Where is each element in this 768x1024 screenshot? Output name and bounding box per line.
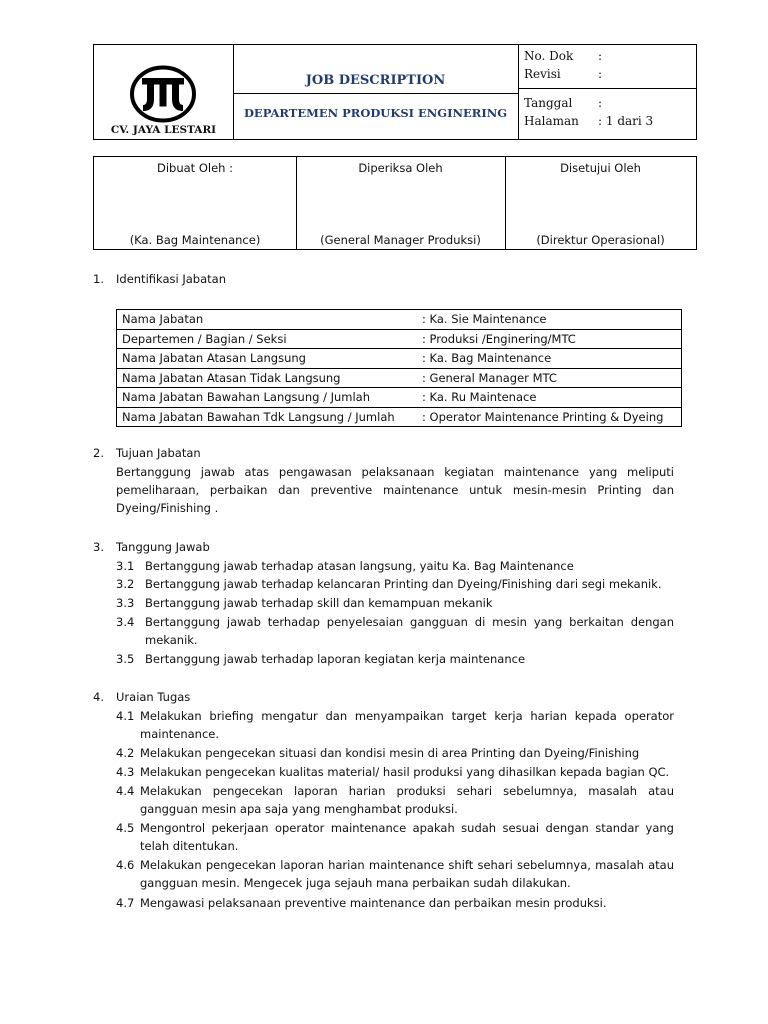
item-text: Bertanggung jawab terhadap atasan langsung, yaitu Ka. Bag Maintenance — [145, 559, 574, 573]
section-number: 1. — [93, 272, 104, 286]
document-header — [93, 44, 697, 140]
section-title: Uraian Tugas — [116, 690, 191, 704]
row-key: Nama Jabatan Atasan Langsung — [117, 349, 418, 369]
title-cell — [233, 45, 519, 139]
department-name: DEPARTEMEN PRODUKSI ENGINERING — [243, 106, 508, 120]
row-value: : Ka. Ru Maintenace — [417, 388, 682, 408]
info-label: Halaman — [524, 114, 579, 128]
row-value: : Produksi /Enginering/MTC — [417, 329, 682, 349]
item-number: 3.3 — [116, 596, 135, 610]
list-item — [116, 894, 674, 912]
item-text: Melakukan pengecekan laporan harian produksi sehari sebelumnya, masalah atau gangguan mesin apa saja yang menghambat produksi. — [140, 784, 674, 816]
info-separator: : — [598, 96, 603, 110]
company-name: CV. JAYA LESTARI — [110, 124, 217, 136]
row-value: : Ka. Sie Maintenance — [417, 310, 682, 330]
section-title: Identifikasi Jabatan — [116, 272, 226, 286]
row-value: : General Manager MTC — [417, 368, 682, 388]
info-value: 1 dari 3 — [605, 114, 654, 128]
approval-approved-by — [505, 157, 696, 249]
list-item — [116, 557, 674, 575]
info-separator: : — [598, 114, 603, 128]
table-row — [117, 388, 682, 408]
jaya-lestari-logo-icon — [129, 65, 197, 123]
item-number: 4.3 — [116, 765, 135, 779]
section-number: 2. — [93, 446, 104, 460]
item-text: Melakukan pengecekan laporan harian maintenance shift sehari sebelumnya, masalah atau gangguan mesin. Mengecek juga sejauh mana perbaikan sudah dilakukan. — [140, 858, 674, 890]
row-value: : Ka. Bag Maintenance — [417, 349, 682, 369]
item-number: 3.4 — [116, 615, 135, 629]
item-text: Bertanggung jawab terhadap laporan kegiatan kerja maintenance — [145, 652, 526, 666]
identification-table — [116, 309, 682, 427]
list-item — [116, 594, 674, 612]
approval-checked-by — [296, 157, 506, 249]
item-text: Bertanggung jawab terhadap skill dan kemampuan mekanik — [145, 596, 493, 610]
row-key: Nama Jabatan Bawahan Tdk Langsung / Jumlah — [117, 407, 418, 427]
item-text: Mengawasi pelaksanaan preventive maintenance dan perbaikan mesin produksi. — [140, 896, 607, 910]
row-value: : Operator Maintenance Printing & Dyeing — [417, 407, 682, 427]
tujuan-jabatan-text: Bertanggung jawab atas pengawasan pelaksanaan kegiatan maintenance yang meliputi pemeliharaan, perbaikan dan preventive maintenance untuk mesin-mesin Printing dan Dyeing/Finishing . — [116, 465, 674, 515]
approval-heading: Disetujui Oleh — [560, 161, 641, 175]
item-text: Melakukan pengecekan kualitas material/ hasil produksi yang dihasilkan kepada bagian QC. — [140, 765, 670, 779]
list-item — [116, 782, 674, 818]
item-number: 3.2 — [116, 577, 135, 591]
list-item — [116, 613, 674, 649]
section-number: 3. — [93, 540, 104, 554]
document-info-cell — [518, 45, 696, 139]
section-title: Tanggung Jawab — [116, 540, 210, 554]
row-key: Nama Jabatan Bawahan Langsung / Jumlah — [117, 388, 418, 408]
table-row — [117, 329, 682, 349]
item-number: 3.5 — [116, 652, 135, 666]
approval-heading: Dibuat Oleh : — [157, 161, 233, 175]
item-text: Melakukan pengecekan situasi dan kondisi mesin di area Printing dan Dyeing/Finishing — [140, 746, 640, 760]
table-row — [117, 368, 682, 388]
list-item — [116, 707, 674, 743]
section-4-heading — [93, 688, 190, 706]
list-item — [116, 856, 674, 892]
info-separator: : — [598, 67, 603, 81]
info-separator: : — [598, 49, 603, 63]
table-row — [117, 407, 682, 427]
item-number: 4.5 — [116, 821, 135, 835]
row-key: Departemen / Bagian / Seksi — [117, 329, 418, 349]
list-item — [116, 819, 674, 855]
section-3-heading — [93, 538, 210, 556]
info-halaman — [524, 112, 653, 130]
approval-signer: (Ka. Bag Maintenance) — [129, 233, 261, 247]
approval-signer: (Direktur Operasional) — [536, 233, 665, 247]
info-label: No. Dok — [524, 49, 574, 63]
table-row — [117, 310, 682, 330]
logo-cell — [94, 45, 234, 139]
document-title: JOB DESCRIPTION — [305, 73, 446, 88]
info-revisi — [524, 65, 602, 83]
table-row — [117, 349, 682, 369]
info-no-dok — [524, 47, 602, 65]
list-item — [116, 744, 674, 762]
item-text: Bertanggung jawab terhadap penyelesaian gangguan di mesin yang berkaitan dengan mekanik. — [145, 615, 674, 647]
info-label: Tanggal — [524, 96, 573, 110]
item-text: Melakukan briefing mengatur dan menyampaikan target kerja harian kepada operator maintenance. — [140, 709, 674, 741]
list-item — [116, 763, 674, 781]
item-number: 3.1 — [116, 559, 135, 573]
section-title: Tujuan Jabatan — [116, 446, 201, 460]
item-number: 4.4 — [116, 784, 135, 798]
info-label: Revisi — [524, 67, 561, 81]
approval-table — [93, 156, 697, 250]
row-key: Nama Jabatan — [117, 310, 418, 330]
item-text: Bertanggung jawab terhadap kelancaran Printing dan Dyeing/Finishing dari segi mekanik. — [145, 577, 662, 591]
item-text: Mengontrol pekerjaan operator maintenance apakah sudah sesuai dengan standar yang telah ditentukan. — [140, 821, 674, 853]
title-top-cell — [233, 45, 518, 94]
row-key: Nama Jabatan Atasan Tidak Langsung — [117, 368, 418, 388]
approval-made-by — [94, 157, 297, 249]
item-number: 4.2 — [116, 746, 135, 760]
approval-heading: Diperiksa Oleh — [358, 161, 443, 175]
item-number: 4.7 — [116, 896, 135, 910]
item-number: 4.6 — [116, 858, 135, 872]
section-1-heading — [93, 270, 226, 288]
list-item — [116, 650, 674, 668]
approval-signer: (General Manager Produksi) — [320, 233, 481, 247]
section-number: 4. — [93, 690, 104, 704]
list-item — [116, 575, 674, 593]
item-number: 4.1 — [116, 709, 135, 723]
info-tanggal — [524, 94, 602, 112]
section-2-heading — [93, 444, 201, 462]
